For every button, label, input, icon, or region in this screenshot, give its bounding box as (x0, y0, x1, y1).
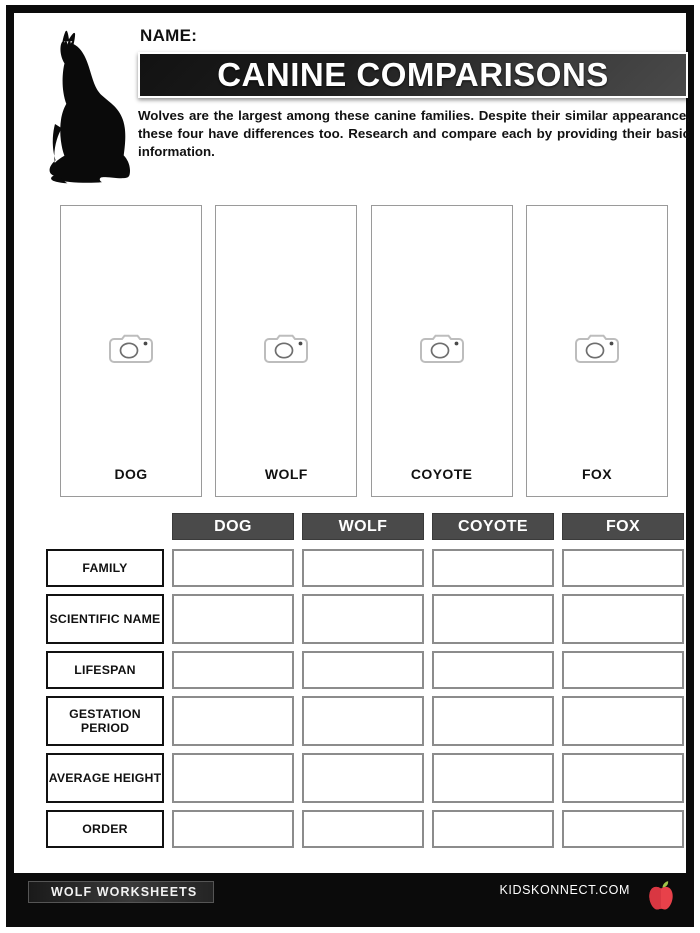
header-corner-spacer (46, 513, 164, 540)
answer-cell-gestation-period-wolf[interactable] (302, 696, 424, 746)
header-text-block (138, 26, 698, 161)
camera-icon (419, 330, 465, 366)
answer-cell-lifespan-dog[interactable] (172, 651, 294, 689)
answer-cell-order-wolf[interactable] (302, 810, 424, 848)
table-header-row (46, 513, 686, 540)
photo-box-label: FOX (581, 466, 612, 482)
howling-wolf-silhouette-icon (32, 28, 136, 193)
camera-icon (108, 330, 154, 366)
header (28, 26, 700, 196)
worksheet-badge-label: WOLF WORKSHEETS (51, 885, 198, 899)
column-header-dog: DOG (172, 513, 294, 540)
photo-box-label: COYOTE (410, 466, 473, 482)
answer-cell-average-height-wolf[interactable] (302, 753, 424, 803)
answer-cell-scientific-name-wolf[interactable] (302, 594, 424, 644)
photo-box-coyote[interactable] (371, 205, 513, 497)
row-label-average-height: AVERAGE HEIGHT (46, 753, 164, 803)
row-label-family: FAMILY (46, 549, 164, 587)
row-label-lifespan: LIFESPAN (46, 651, 164, 689)
answer-cell-scientific-name-coyote[interactable] (432, 594, 554, 644)
table-row (46, 696, 686, 746)
answer-cell-average-height-fox[interactable] (562, 753, 684, 803)
site-url-label: KIDSKONNECT.COM (499, 883, 630, 897)
page-title: CANINE COMPARISONS (217, 56, 609, 93)
worksheet-badge (28, 881, 214, 903)
table-row (46, 810, 686, 848)
answer-cell-order-dog[interactable] (172, 810, 294, 848)
answer-cell-gestation-period-coyote[interactable] (432, 696, 554, 746)
row-label-scientific-name: SCIENTIFIC NAME (46, 594, 164, 644)
table-row (46, 549, 686, 587)
photo-box-label: DOG (114, 466, 148, 482)
answer-cell-gestation-period-fox[interactable] (562, 696, 684, 746)
row-label-order: ORDER (46, 810, 164, 848)
red-apple-icon (640, 875, 682, 917)
answer-cell-lifespan-fox[interactable] (562, 651, 684, 689)
comparison-table (46, 513, 686, 855)
answer-cell-average-height-coyote[interactable] (432, 753, 554, 803)
answer-cell-order-coyote[interactable] (432, 810, 554, 848)
answer-cell-average-height-dog[interactable] (172, 753, 294, 803)
photo-box-label: WOLF (264, 466, 308, 482)
answer-cell-family-fox[interactable] (562, 549, 684, 587)
answer-cell-gestation-period-dog[interactable] (172, 696, 294, 746)
answer-cell-family-dog[interactable] (172, 549, 294, 587)
answer-cell-scientific-name-fox[interactable] (562, 594, 684, 644)
photo-box-fox[interactable] (526, 205, 668, 497)
name-label: NAME: (140, 26, 198, 45)
photo-box-row (60, 205, 668, 497)
answer-cell-family-coyote[interactable] (432, 549, 554, 587)
column-header-fox: FOX (562, 513, 684, 540)
table-row (46, 753, 686, 803)
column-header-coyote: COYOTE (432, 513, 554, 540)
column-header-wolf: WOLF (302, 513, 424, 540)
row-label-gestation-period: GESTATION PERIOD (46, 696, 164, 746)
worksheet-title-banner (138, 52, 688, 98)
photo-box-dog[interactable] (60, 205, 202, 497)
footer (14, 873, 686, 919)
camera-icon (263, 330, 309, 366)
camera-icon (574, 330, 620, 366)
intro-paragraph: Wolves are the largest among these canine families. Despite their similar appearance, these four have differences too. Research and compare each by providing their basic information. (138, 108, 690, 159)
answer-cell-scientific-name-dog[interactable] (172, 594, 294, 644)
answer-cell-order-fox[interactable] (562, 810, 684, 848)
page-frame (6, 5, 694, 927)
answer-cell-lifespan-wolf[interactable] (302, 651, 424, 689)
answer-cell-lifespan-coyote[interactable] (432, 651, 554, 689)
answer-cell-family-wolf[interactable] (302, 549, 424, 587)
table-row (46, 594, 686, 644)
photo-box-wolf[interactable] (215, 205, 357, 497)
table-row (46, 651, 686, 689)
